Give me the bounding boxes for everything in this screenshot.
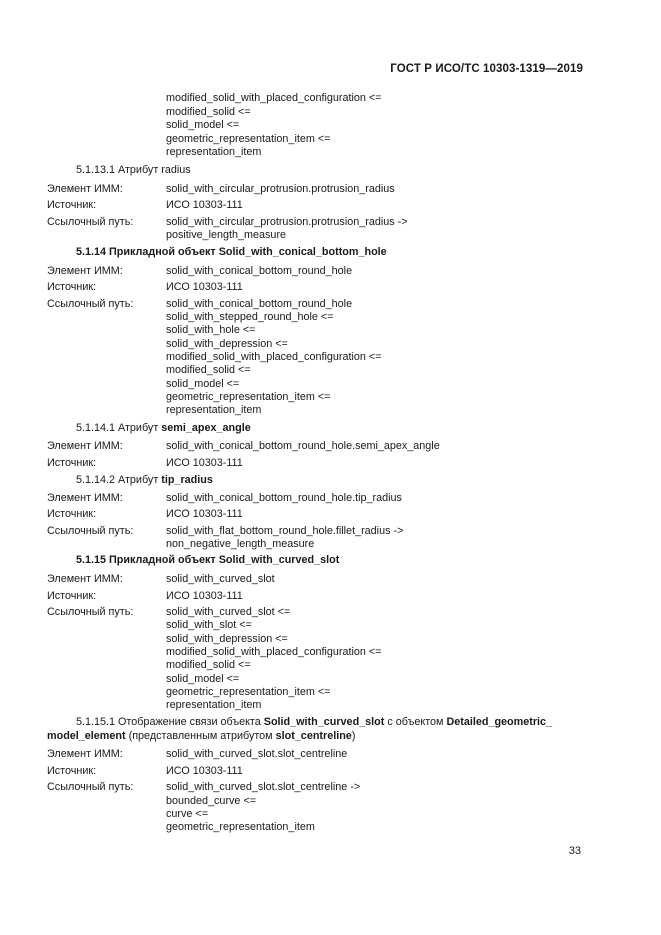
- field-value: modified_solid <=: [166, 659, 251, 671]
- field-value: solid_with_conical_bottom_round_hole: [166, 298, 353, 310]
- field-value: solid_with_circular_protrusion.protrusion_radius ->: [166, 216, 408, 228]
- field-value: modified_solid <=: [166, 106, 251, 118]
- field-value: ИСО 10303-111: [166, 199, 243, 211]
- field-value: ИСО 10303-111: [166, 457, 243, 469]
- paragraph-line-1: 5.1.15.1 Отображение связи объекта Solid_with_curved_slot с объектом Detailed_geometric_: [76, 716, 553, 728]
- field-value: modified_solid_with_placed_configuration <=: [166, 646, 382, 658]
- field-label: Элемент ИММ:: [47, 440, 123, 452]
- document-header: ГОСТ Р ИСО/ТС 10303-1319—2019: [390, 63, 583, 75]
- paragraph-line-2: model_element (представленным атрибутом slot_centreline): [47, 730, 356, 742]
- field-value: solid_model <=: [166, 673, 240, 685]
- field-value: solid_with_curved_slot: [166, 573, 275, 585]
- field-value: geometric_representation_item <=: [166, 686, 331, 698]
- field-value: non_negative_length_measure: [166, 538, 315, 550]
- field-value: solid_with_conical_bottom_round_hole.semi_apex_angle: [166, 440, 440, 452]
- field-value: solid_model <=: [166, 378, 240, 390]
- field-label: Элемент ИММ:: [47, 183, 123, 195]
- field-value: positive_length_measure: [166, 229, 287, 241]
- field-label: Ссылочный путь:: [47, 606, 134, 618]
- field-value: representation_item: [166, 699, 262, 711]
- field-value: solid_with_curved_slot.slot_centreline ->: [166, 781, 361, 793]
- field-label: Источник:: [47, 199, 97, 211]
- field-value: ИСО 10303-111: [166, 765, 243, 777]
- field-label: Источник:: [47, 508, 97, 520]
- field-value: modified_solid <=: [166, 364, 251, 376]
- field-value: geometric_representation_item <=: [166, 133, 331, 145]
- field-value: solid_with_depression <=: [166, 633, 288, 645]
- field-value: ИСО 10303-111: [166, 590, 243, 602]
- field-value: modified_solid_with_placed_configuration <=: [166, 92, 382, 104]
- field-value: solid_with_curved_slot <=: [166, 606, 291, 618]
- field-label: Ссылочный путь:: [47, 216, 134, 228]
- section-heading: 5.1.14.1 Атрибут semi_apex_angle: [76, 422, 251, 434]
- section-heading: 5.1.14 Прикладной объект Solid_with_conical_bottom_hole: [76, 246, 387, 258]
- field-label: Элемент ИММ:: [47, 748, 123, 760]
- field-value: representation_item: [166, 404, 262, 416]
- field-label: Источник:: [47, 281, 97, 293]
- field-label: Ссылочный путь:: [47, 781, 134, 793]
- field-value: solid_with_hole <=: [166, 324, 256, 336]
- field-value: ИСО 10303-111: [166, 508, 243, 520]
- section-heading: 5.1.13.1 Атрибут radius: [76, 164, 191, 176]
- field-value: modified_solid_with_placed_configuration <=: [166, 351, 382, 363]
- field-label: Источник:: [47, 457, 97, 469]
- field-value: solid_with_conical_bottom_round_hole: [166, 265, 353, 277]
- field-value: ИСО 10303-111: [166, 281, 243, 293]
- field-value: solid_with_conical_bottom_round_hole.tip_radius: [166, 492, 402, 504]
- field-value: solid_with_slot <=: [166, 619, 252, 631]
- field-label: Элемент ИММ:: [47, 265, 123, 277]
- field-label: Ссылочный путь:: [47, 298, 134, 310]
- field-value: representation_item: [166, 146, 262, 158]
- field-label: Ссылочный путь:: [47, 525, 134, 537]
- field-label: Элемент ИММ:: [47, 573, 123, 585]
- field-value: solid_with_curved_slot.slot_centreline: [166, 748, 348, 760]
- field-label: Элемент ИММ:: [47, 492, 123, 504]
- field-value: geometric_representation_item: [166, 821, 315, 833]
- page-number: 33: [568, 845, 581, 857]
- field-value: geometric_representation_item <=: [166, 391, 331, 403]
- field-value: solid_with_depression <=: [166, 338, 288, 350]
- field-value: solid_model <=: [166, 119, 240, 131]
- field-value: solid_with_flat_bottom_round_hole.fillet_radius ->: [166, 525, 404, 537]
- field-label: Источник:: [47, 765, 97, 777]
- section-heading: 5.1.14.2 Атрибут tip_radius: [76, 474, 213, 486]
- field-label: Источник:: [47, 590, 97, 602]
- section-heading: 5.1.15 Прикладной объект Solid_with_curved_slot: [76, 554, 340, 566]
- field-value: curve <=: [166, 808, 209, 820]
- field-value: solid_with_circular_protrusion.protrusion_radius: [166, 183, 395, 195]
- field-value: bounded_curve <=: [166, 795, 257, 807]
- field-value: solid_with_stepped_round_hole <=: [166, 311, 334, 323]
